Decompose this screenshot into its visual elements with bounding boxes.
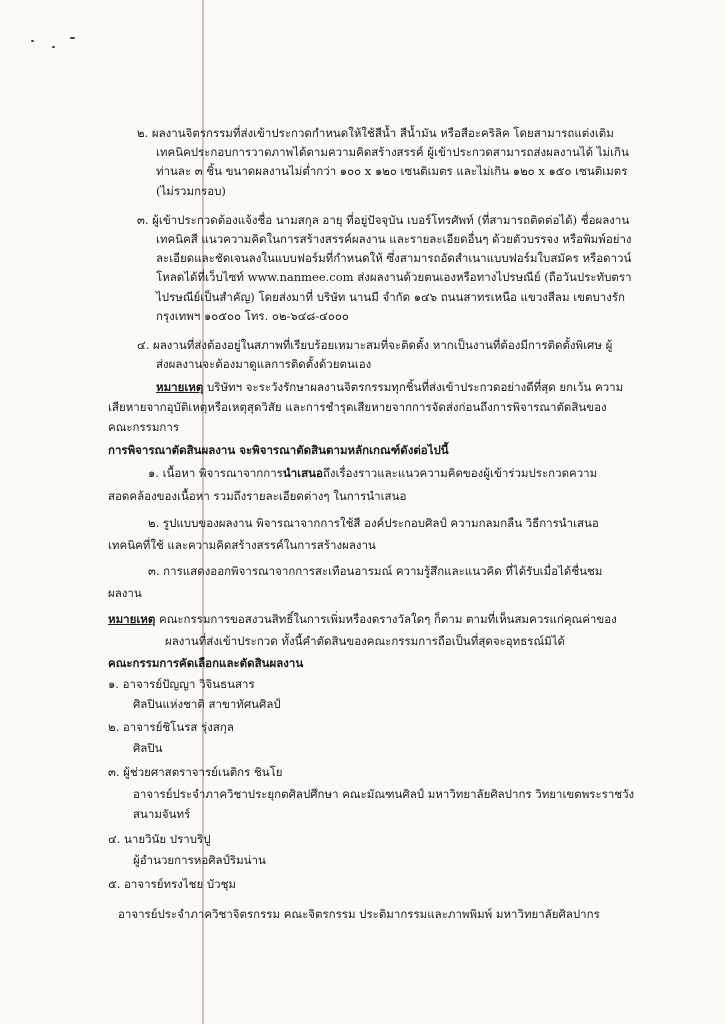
committee-5-role: อาจารย์ประจำภาควิชาจิตรกรรม คณะจิตรกรรม ประติมากรรมและภาพพิมพ์ มหาวิทยาลัยศิลปากร <box>118 907 600 921</box>
rule-3-line-3: ละเอียดและชัดเจนลงในแบบฟอร์มที่กำหนดให้ ซึ่งสามารถอัดสำเนาแบบฟอร์มใบสมัคร หรือดาวน์ <box>156 251 632 265</box>
scan-speck <box>52 46 55 48</box>
criterion-1-text-c: ถึงเรื่องราวและแนวความคิดของผู้เข้าร่วมประกวดความ <box>322 466 598 480</box>
rule-3-line-2: เทคนิคสี แนวความคิดในการสร้างสรรค์ผลงาน และรายละเอียดอื่นๆ ด้วยตัวบรรจง หรือพิมพ์อย่าง <box>156 232 632 246</box>
rule-3-line-5: ไปรษณีย์เป็นสำคัญ) โดยส่งมาที่ บริษัท นานมี จำกัด ๑๔๖ ถนนสาทรเหนือ แขวงสีลม เขตบางรัก <box>156 290 625 304</box>
note-1-label: หมายเหตุ <box>156 380 204 394</box>
note-1-line-3: คณะกรรมการ <box>108 420 180 434</box>
criterion-1-line-2: สอดคล้องของเนื้อหา รวมถึงรายละเอียดต่างๆ ในการนำเสนอ <box>108 489 407 503</box>
committee-3-role-cont: สนามจันทร์ <box>133 807 191 821</box>
committee-4-name: ๔. นายวินัย ปราบริปู <box>108 832 211 846</box>
committee-4-role: ผู้อำนวยการหอศิลป์ริมน่าน <box>133 853 266 867</box>
criterion-1-text-bold: นำเสนอ <box>282 466 323 480</box>
note-1-line-2: เสียหายจากอุบัติเหตุหรือเหตุสุดวิสัย และการชำรุดเสียหายจากการจัดส่งก่อนถึงการพิจารณาตัดสินของ <box>108 400 607 414</box>
note-2-line-1 <box>108 612 617 627</box>
note-2-label: หมายเหตุ <box>108 612 156 626</box>
committee-3-role: อาจารย์ประจำภาควิชาประยุกตศิลปศึกษา คณะมัณฑนศิลป์ มหาวิทยาลัยศิลปากร วิทยาเขตพระราชวัง <box>133 787 635 801</box>
committee-1-role: ศิลปินแห่งชาติ สาขาทัศนศิลป์ <box>133 697 281 711</box>
criterion-3-line-1: ๓. การแสดงออกพิจารณาจากการสะเทือนอารมณ์ ความรู้สึกและแนวคิด ที่ได้รับเมื่อได้ชื่นชม <box>148 564 603 578</box>
rule-4-line-1: ๔. ผลงานที่ส่งต้องอยู่ในสภาพที่เรียบร้อยเหมาะสมที่จะติดตั้ง หากเป็นงานที่ต้องมีการติดตั้งพิเศษ ผู้ <box>137 338 613 352</box>
criterion-1-line-1 <box>148 466 597 481</box>
rule-4-line-2: ส่งผลงานจะต้องมาดูแลการติดตั้งด้วยตนเอง <box>156 357 372 371</box>
rule-2-line-3: ท่านละ ๓ ชิ้น ขนาดผลงานไม่ต่ำกว่า ๑๐๐ x ๑๒๐ เซนติเมตร และไม่เกิน ๑๒๐ x ๑๕๐ เซนติเมตร <box>156 164 628 178</box>
criteria-heading: การพิจารณาตัดสินผลงาน จะพิจารณาตัดสินตามหลักเกณฑ์ดังต่อไปนี้ <box>108 443 449 457</box>
committee-2-role: ศิลปิน <box>133 741 163 755</box>
note-1-text: บริษัทฯ จะระวังรักษาผลงานจิตรกรรมทุกชิ้นที่ส่งเข้าประกวดอย่างดีที่สุด ยกเว้น ความ <box>203 380 624 394</box>
note-1-line-1 <box>156 380 623 395</box>
committee-3-name: ๓. ผู้ช่วยศาสตราจารย์เนติกร ชินโย <box>108 765 283 779</box>
committee-5-name: ๕. อาจารย์ทรงไชย บัวชุม <box>108 877 236 891</box>
committee-2-name: ๒. อาจารย์ชิโนรส รุ่งสกุล <box>108 720 234 734</box>
rule-2-line-4: (ไม่รวมกรอบ) <box>156 184 226 198</box>
scan-speck <box>31 40 34 42</box>
criterion-3-line-2: ผลงาน <box>108 586 142 600</box>
committee-heading: คณะกรรมการคัดเลือกและตัดสินผลงาน <box>108 656 304 670</box>
criterion-2-line-1: ๒. รูปแบบของผลงาน พิจารณาจากการใช้สี องค์ประกอบศิลป์ ความกลมกลืน วิธีการนำเสนอ <box>148 516 599 530</box>
scan-speck <box>70 37 75 39</box>
rule-2-line-2: เทคนิคประกอบการวาดภาพได้ตามความคิดสร้างสรรค์ ผู้เข้าประกวดสามารถส่งผลงานได้ ไม่เกิน <box>156 145 629 159</box>
note-2-line-2: ผลงานที่ส่งเข้าประกวด ทั้งนี้คำตัดสินของคณะกรรมการถือเป็นที่สุดจะอุทธรณ์มิได้ <box>165 634 565 648</box>
criterion-2-line-2: เทคนิคที่ใช้ และความคิดสร้างสรรค์ในการสร้างผลงาน <box>108 538 376 552</box>
rule-3-line-4: โหลดได้ที่เว็บไซท์ www.nanmee.com ส่งผลงานด้วยตนเองหรือทางไปรษณีย์ (ถือวันประทับตรา <box>156 270 632 284</box>
rule-2-line-1: ๒. ผลงานจิตรกรรมที่ส่งเข้าประกวดกำหนดให้ใช้สีน้ำ สีน้ำมัน หรือสีอะคริลิค โดยสามารถแต่งเติม <box>137 126 614 140</box>
committee-1-name: ๑. อาจารย์ปัญญา วิจินธนสาร <box>108 677 255 691</box>
note-2-text: คณะกรรมการขอสงวนสิทธิ์ในการเพิ่มหรืองดรางวัลใดๆ ก็ตาม ตามที่เห็นสมควรแก่คุณค่าของ <box>155 612 617 626</box>
rule-3-line-6: กรุงเทพฯ ๑๐๕๐๐ โทร. ๐๒-๖๔๘-๔๐๐๐ <box>156 309 349 323</box>
criterion-1-text-a: ๑. เนื้อหา พิจารณาจากการ <box>148 466 283 480</box>
rule-3-line-1: ๓. ผู้เข้าประกวดต้องแจ้งชื่อ นามสกุล อายุ ที่อยู่ปัจจุบัน เบอร์โทรศัพท์ (ที่สามารถติดต่อได้) ชื่อผลงาน <box>137 213 630 227</box>
